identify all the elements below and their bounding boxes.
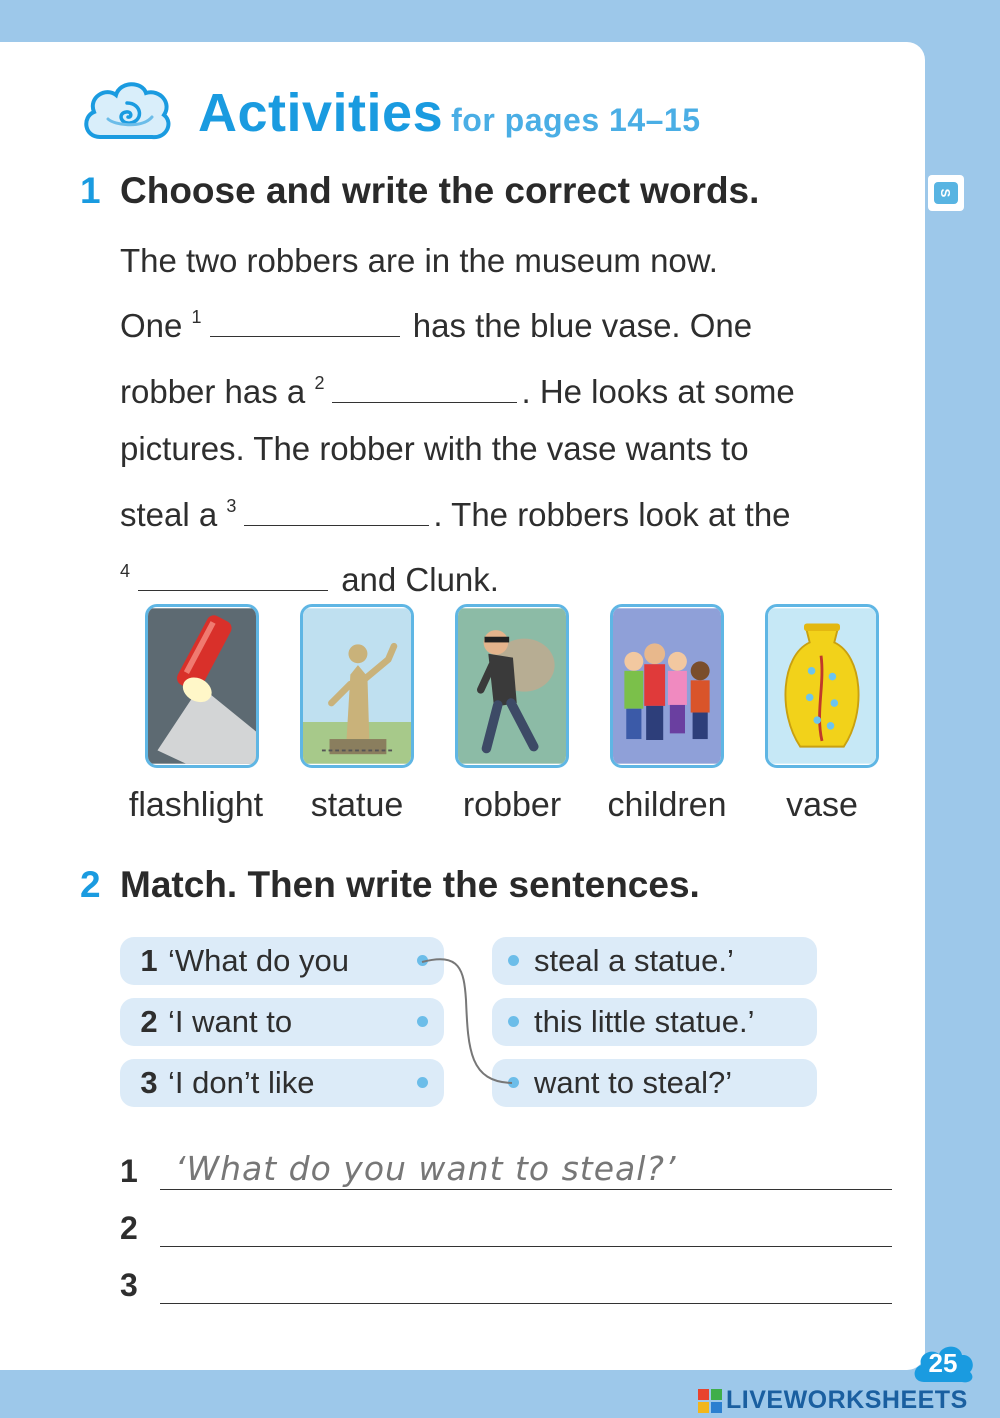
- answer-number: 1: [120, 1153, 138, 1189]
- section-1-instruction: Choose and write the correct words.: [120, 170, 760, 211]
- match-left-1[interactable]: [120, 937, 444, 985]
- passage-line-4: pictures. The robber with the vase wants to: [120, 430, 749, 468]
- match-right-text: steal a statue.’: [534, 943, 734, 978]
- section-1-heading: [80, 170, 759, 212]
- section-2-instruction: Match. Then write the sentences.: [120, 864, 700, 905]
- robber-icon: [458, 607, 566, 765]
- children-picture: [610, 604, 724, 768]
- flashlight-icon: [148, 607, 256, 765]
- match-right-text: want to steal?’: [534, 1065, 733, 1100]
- word-vase: vase: [786, 786, 858, 824]
- blank-input-2[interactable]: [332, 402, 517, 403]
- side-tab-letter: S: [934, 182, 958, 204]
- passage-text: One: [120, 307, 183, 345]
- match-left-number: 1: [140, 943, 158, 978]
- page-number-badge: [912, 1342, 974, 1386]
- match-left-text: ‘What do you: [168, 943, 349, 978]
- gap-number-3: 3: [226, 495, 237, 516]
- match-right-3[interactable]: [492, 1059, 817, 1107]
- answer-row-2[interactable]: [120, 1207, 892, 1247]
- flashlight-picture: [145, 604, 259, 768]
- match-connector-line: [420, 950, 520, 1090]
- answer-line[interactable]: [160, 1246, 892, 1247]
- gap-number-2: 2: [314, 372, 325, 393]
- match-left-text: ‘I don’t like: [168, 1065, 315, 1100]
- children-icon: [613, 607, 721, 765]
- passage-text: robber has a: [120, 372, 306, 410]
- word-statue: statue: [310, 786, 404, 824]
- answer-row-3[interactable]: [120, 1264, 892, 1304]
- match-left-number: 3: [140, 1065, 158, 1100]
- match-right-2[interactable]: [492, 998, 817, 1046]
- statue-icon: [303, 607, 411, 765]
- liveworksheets-logo-icon: [698, 1389, 722, 1413]
- title-subtitle: for pages 14–15: [451, 102, 701, 138]
- answer-example-text: ‘What do you want to steal?’: [175, 1149, 677, 1188]
- section-2-heading: [80, 864, 700, 906]
- statue-picture: [300, 604, 414, 768]
- gap-number-1: 1: [191, 307, 202, 328]
- section-1-number: 1: [80, 170, 101, 211]
- gap-number-4: 4: [120, 561, 131, 582]
- match-left-2[interactable]: [120, 998, 444, 1046]
- answer-line[interactable]: [160, 1303, 892, 1304]
- passage-text: and Clunk.: [341, 561, 499, 599]
- passage-text: has the blue vase. One: [412, 307, 753, 345]
- passage-text: . The robbers look at the: [433, 495, 791, 533]
- passage-text: steal a: [120, 495, 218, 533]
- passage-line-1: The two robbers are in the museum now.: [120, 242, 718, 279]
- match-left-number: 2: [140, 1004, 158, 1039]
- answer-number: 3: [120, 1267, 138, 1303]
- vase-icon: [768, 607, 876, 765]
- match-left-3[interactable]: [120, 1059, 444, 1107]
- blank-input-3[interactable]: [244, 525, 429, 526]
- answer-row-1[interactable]: [120, 1150, 892, 1190]
- passage-text: . He looks at some: [521, 372, 795, 410]
- cloze-passage: [120, 232, 840, 608]
- answer-number: 2: [120, 1210, 138, 1246]
- word-children: children: [607, 786, 727, 824]
- brand-text: LIVEWORKSHEETS: [726, 1386, 968, 1414]
- cloud-swirl-icon: [80, 75, 174, 153]
- word-flashlight: flashlight: [128, 786, 264, 824]
- robber-picture: [455, 604, 569, 768]
- match-right-text: this little statue.’: [534, 1004, 755, 1039]
- title-text: Activities: [198, 83, 444, 143]
- page-title: [198, 82, 701, 144]
- match-right-1[interactable]: [492, 937, 817, 985]
- match-left-text: ‘I want to: [168, 1004, 293, 1039]
- brand-logo: [698, 1386, 968, 1415]
- section-2-number: 2: [80, 864, 101, 905]
- side-tab: [928, 175, 964, 211]
- blank-input-4[interactable]: [138, 590, 328, 591]
- vase-picture: [765, 604, 879, 768]
- blank-input-1[interactable]: [210, 336, 400, 337]
- page-number: 25: [928, 1348, 958, 1378]
- answer-line[interactable]: [160, 1189, 892, 1190]
- word-robber: robber: [462, 786, 562, 824]
